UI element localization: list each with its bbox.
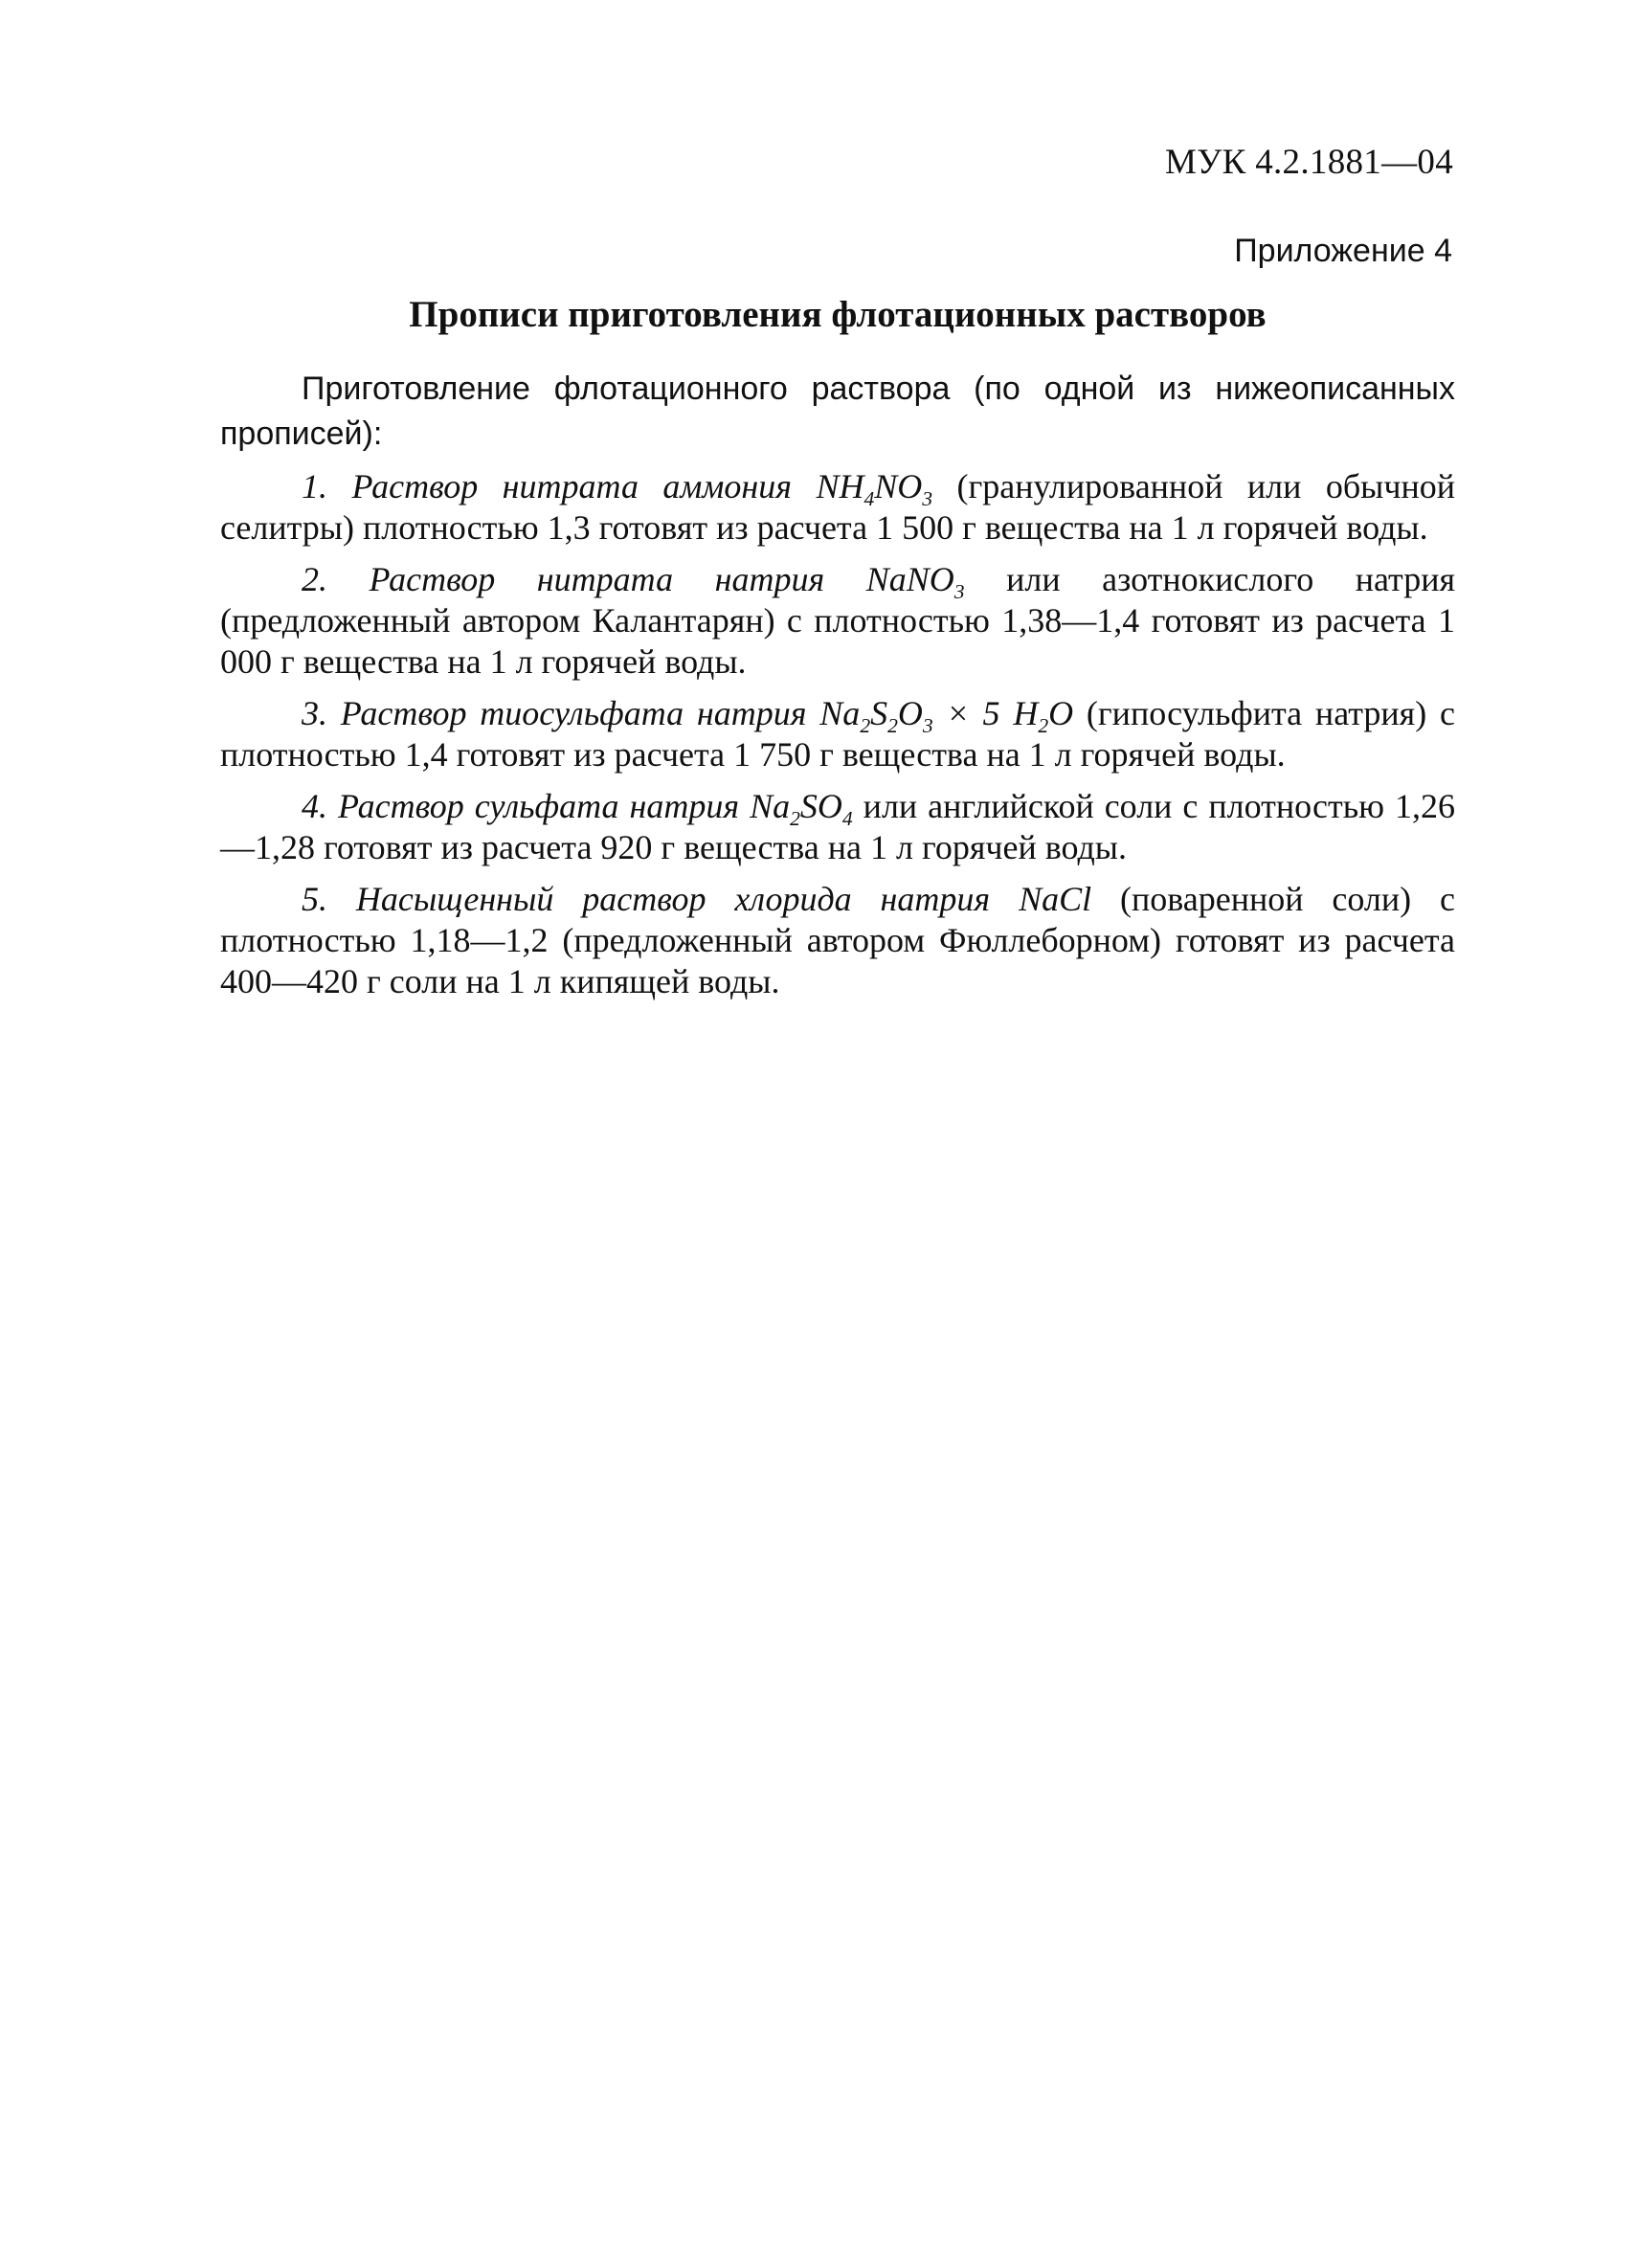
- recipe-heading: [302, 560, 965, 604]
- chemical-formula: $Na_2SO_4$: [750, 787, 853, 831]
- recipe-text: или азотнокислого натрия (предложенный автором Калантарян) с плотностью 1,38—1,4 готовят из расчета 1 000 г вещества на 1 л горячей воды.: [220, 560, 1456, 681]
- chemical-formula: NaCl: [1019, 880, 1092, 918]
- chemical-formula: $Na_2S_2O_3 \times 5$ $H_2O$: [819, 694, 1074, 738]
- recipe-heading: [302, 880, 1091, 918]
- chemical-formula: $NH_4NO_3$: [816, 467, 933, 511]
- recipe-paragraph-3: [220, 693, 1455, 775]
- recipe-heading: [302, 694, 1074, 738]
- recipe-name: Раствор нитрата аммония: [351, 467, 792, 505]
- recipe-paragraph-5: [220, 879, 1455, 1002]
- recipe-number: 1.: [302, 467, 327, 505]
- recipe-name: Раствор сульфата натрия: [337, 787, 740, 825]
- document-code: МУК 4.2.1881—04: [1164, 143, 1453, 182]
- recipe-heading: [302, 787, 853, 831]
- recipe-paragraph-2: [220, 559, 1455, 683]
- recipe-number: 5.: [302, 880, 327, 918]
- recipe-name: Раствор тиосульфата натрия: [340, 694, 807, 732]
- recipe-paragraph-1: [220, 466, 1455, 549]
- recipe-number: 2.: [302, 560, 327, 598]
- recipe-text: (гипосульфита натрия) с плотностью 1,4 готовят из расчета 1 750 г вещества на 1 л горячей воды.: [220, 694, 1455, 774]
- recipe-text: или английской соли с плотностью 1,26—1,28 готовят из расчета 920 г вещества на 1 л горячей воды.: [220, 787, 1456, 866]
- recipe-number: 3.: [302, 694, 327, 732]
- recipe-name: Раствор нитрата натрия: [369, 560, 825, 598]
- document-title: Прописи приготовления флотационных растворов: [409, 294, 1267, 335]
- document-body: [220, 367, 1455, 1013]
- recipe-text: (гранулированной или обычной селитры) плотностью 1,3 готовят из расчета 1 500 г вещества на 1 л горячей воды.: [220, 467, 1456, 547]
- recipe-name: Насыщенный раствор хлорида натрия: [355, 880, 991, 918]
- recipe-heading: [302, 467, 933, 511]
- recipe-number: 4.: [302, 787, 327, 825]
- recipe-text: (поваренной соли) с плотностью 1,18—1,2 (предложенный автором Фюллеборном) готовят из расчета 400—420 г соли на 1 л кипящей воды.: [220, 880, 1456, 1000]
- chemical-formula: NaNO$_3$: [865, 560, 965, 604]
- intro-paragraph: Приготовление флотационного раствора (по одной из нижеописанных прописей):: [220, 371, 1455, 452]
- recipe-paragraph-4: [220, 786, 1455, 868]
- appendix-label: Приложение 4: [1234, 233, 1452, 269]
